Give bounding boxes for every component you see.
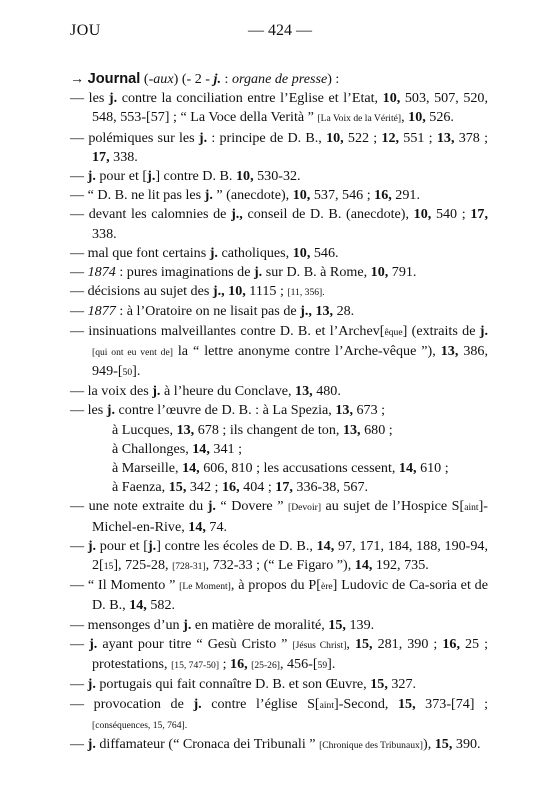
entry-text: -aux xyxy=(148,71,174,87)
entry-text: — xyxy=(70,735,88,752)
entry-text: , xyxy=(401,109,409,126)
entry-text: la “ lettre anonyme contre l’Arche-vêque ”), xyxy=(172,342,441,359)
entry-text: ] Ludovic de Ca-soria et de D. B., xyxy=(92,577,488,614)
entry-text: — mensonges d’un xyxy=(70,616,184,633)
entry-text: ) : xyxy=(327,71,340,87)
entry-text: — xyxy=(70,635,90,652)
index-entry xyxy=(70,616,488,635)
entry-text: pour et [ xyxy=(95,168,148,185)
entry-text: 10, xyxy=(235,168,254,185)
index-subentry xyxy=(70,478,488,497)
index-entry xyxy=(70,205,488,243)
page-header xyxy=(70,22,490,44)
entry-text: 10, xyxy=(413,206,432,223)
entry-text: catholiques, xyxy=(217,244,293,261)
entry-text: 16, xyxy=(442,635,460,652)
entry-text: — xyxy=(70,168,88,185)
entry-text: 97, 171, 184, 188, 190-94, 2[ xyxy=(92,537,488,574)
index-entry xyxy=(70,695,488,735)
index-entry xyxy=(70,129,488,167)
entry-text: aint xyxy=(464,502,479,514)
entry-text: 327. xyxy=(387,676,417,693)
entry-text: pour et [ xyxy=(96,537,148,554)
entry-text: — xyxy=(70,303,88,320)
entry-text: 16, xyxy=(230,656,248,673)
entry-text: 17, xyxy=(92,148,110,165)
entry-text: 10, xyxy=(408,109,426,126)
entry-text: , 732-33 ; (“ Le Figaro ”), xyxy=(205,557,355,574)
index-entry xyxy=(70,167,488,186)
entry-text: 17, xyxy=(470,206,488,223)
index-entry xyxy=(70,576,488,615)
entry-text: ; xyxy=(219,656,231,673)
entry-text: : pures imaginations de xyxy=(115,264,254,281)
entry-text: 338. xyxy=(109,148,138,165)
entry-text: j. xyxy=(87,168,96,185)
entry-text: 74. xyxy=(205,518,228,535)
entry-text: — les xyxy=(70,90,109,107)
entry-text: ayant pour titre “ Gesù Cristo ” xyxy=(97,635,293,652)
entry-text: j. xyxy=(209,244,218,261)
entry-text: 1874 xyxy=(87,264,116,281)
index-entry xyxy=(70,735,488,755)
entry-text: 291. xyxy=(391,187,420,204)
index-entry xyxy=(70,263,488,282)
entry-text: 192, 735. xyxy=(372,557,429,574)
entry-text: Journal xyxy=(87,71,141,87)
entry-text: j. xyxy=(207,498,216,515)
entry-text: 12, xyxy=(381,129,400,146)
index-entry xyxy=(70,244,488,263)
entry-text: 10, xyxy=(326,129,344,146)
entry-text: — décisions au sujet des xyxy=(70,283,213,300)
entry-text: aint xyxy=(319,699,334,711)
entry-text: 13, xyxy=(436,129,455,146)
entry-text: j. xyxy=(106,402,116,419)
entry-text: — provocation de xyxy=(70,695,194,712)
entry-text: 13, xyxy=(440,342,459,359)
index-entry xyxy=(70,635,488,675)
entry-text: 15, xyxy=(397,695,416,712)
index-entry xyxy=(70,537,488,576)
entry-text: ) (- 2 - xyxy=(173,71,214,87)
entry-text: ), xyxy=(423,735,435,752)
entry-text: 15, xyxy=(354,635,373,652)
entry-text: j., xyxy=(231,206,243,223)
index-entry xyxy=(70,70,488,89)
entry-text: 10, xyxy=(292,244,311,261)
entry-text: ] contre D. B. xyxy=(155,168,236,185)
entry-text: j. xyxy=(253,264,263,281)
index-body xyxy=(70,70,488,755)
entry-text: 15 xyxy=(103,561,114,573)
entry-text: [qui ont eu vent de] xyxy=(92,346,173,358)
entry-text: 480. xyxy=(312,383,341,400)
entry-text: 14, xyxy=(188,518,206,535)
entry-text: 791. xyxy=(388,264,417,281)
entry-text: 551 ; xyxy=(399,129,437,146)
entry-text: [11, 356]. xyxy=(287,287,325,299)
entry-text: conseil de D. B. (anecdote), xyxy=(242,206,414,223)
entry-text: 503, 507, 520, 548, 553-[57] ; “ La Voce della Verità ” xyxy=(92,90,489,126)
entry-text: — “ D. B. ne lit pas les xyxy=(70,187,205,204)
index-entry xyxy=(70,186,488,205)
entry-text: 13, xyxy=(295,383,313,400)
entry-text: en matière de moralité, xyxy=(191,616,329,633)
entry-text: — insinuations malveillantes contre D. B. et l’Archev[ xyxy=(70,322,385,339)
entry-text: contre l’œuvre de D. B. : à La Spezia, xyxy=(115,402,336,419)
subentries-block xyxy=(70,421,488,498)
entry-text: — polémiques sur les xyxy=(70,129,199,146)
entry-text: portugais qui fait connaître D. B. et son Œuvre, xyxy=(95,676,371,693)
entry-text: j. xyxy=(147,168,156,185)
entry-text: 16, xyxy=(374,187,392,204)
entry-text: 15, xyxy=(370,676,388,693)
entry-text: 13, xyxy=(315,303,334,320)
index-entry xyxy=(70,497,488,536)
entry-text: 673 ; xyxy=(352,402,386,419)
entry-text: 10, xyxy=(292,187,311,204)
entry-text: [25-26] xyxy=(251,660,280,672)
entries-block-2 xyxy=(70,497,488,755)
entry-text: — une note extraite du xyxy=(70,498,208,515)
index-entry xyxy=(70,382,488,401)
entry-text: à Faenza, xyxy=(112,479,169,496)
entry-text: sur D. B. à Rome, xyxy=(262,264,371,281)
entry-text: 537, 546 ; xyxy=(310,187,375,204)
entry-text: 678 ; ils changent de ton, xyxy=(194,421,343,438)
entry-text: [La Voix de la Vérité] xyxy=(317,113,402,125)
entry-text: , 456-[ xyxy=(279,656,318,673)
entry-text: [728-31] xyxy=(172,561,206,573)
entry-text: 14, xyxy=(182,460,200,477)
entry-text: 14, xyxy=(398,460,417,477)
entry-text: 14, xyxy=(354,557,373,574)
entry-text: j. xyxy=(204,187,213,204)
entry-text: j. xyxy=(87,676,96,693)
entry-text: êque xyxy=(384,326,403,338)
entry-text: 606, 810 ; les accusations cessent, xyxy=(199,460,399,477)
index-entry xyxy=(70,401,488,420)
entry-text: , à propos du P[ xyxy=(230,577,321,594)
entry-text: 25 ; protestations, xyxy=(92,635,489,673)
entry-text: j. xyxy=(147,537,157,554)
entry-text: [15, 747-50] xyxy=(171,660,220,672)
entry-text: 10, xyxy=(382,90,401,107)
entry-text: ]. xyxy=(327,656,336,673)
entry-text: contre la conciliation entre l’Eglise et l’Etat, xyxy=(117,90,383,107)
entry-text: 540 ; xyxy=(431,206,471,223)
entry-text: 341 ; xyxy=(209,440,242,457)
page-number: — 424 — xyxy=(248,22,312,39)
entry-text: diffamateur (“ Cronaca dei Tribunali ” xyxy=(95,735,320,752)
entry-text: ( xyxy=(140,71,149,87)
entry-text: j. xyxy=(108,90,118,107)
entry-text: 522 ; xyxy=(343,129,382,146)
entry-text: 530-32. xyxy=(253,168,301,185)
entry-text: , xyxy=(346,635,355,652)
entry-text: 59 xyxy=(317,660,328,672)
entry-text: — mal que font certains xyxy=(70,244,210,261)
entry-text: 546. xyxy=(310,244,339,261)
entry-text: 13, xyxy=(176,421,195,438)
entry-text: [Chronique des Tribunaux] xyxy=(319,739,423,751)
entry-text: ]-Second, xyxy=(334,695,398,712)
entry-text: j. xyxy=(193,695,202,712)
entry-text: — xyxy=(70,264,88,281)
entry-text: ], 725-28, xyxy=(113,557,173,574)
entry-text: 378 ; xyxy=(454,129,488,146)
entry-text: j. xyxy=(213,71,221,87)
entry-text: 10, xyxy=(370,264,389,281)
entry-text: organe de presse xyxy=(231,71,328,87)
entry-text: 15, xyxy=(434,735,453,752)
entry-text: j. xyxy=(183,616,192,633)
entry-text: 373-[74] ; xyxy=(415,695,488,712)
entry-text: 16, xyxy=(222,479,240,496)
entry-text: à l’heure du Conclave, xyxy=(160,383,296,400)
entry-text: 404 ; xyxy=(239,479,276,496)
entry-text: 1877 xyxy=(87,303,116,320)
entry-text: 610 ; xyxy=(416,460,449,477)
index-entry xyxy=(70,675,488,694)
entry-text: j. xyxy=(479,322,488,339)
entry-text: 526. xyxy=(425,109,454,126)
index-entry xyxy=(70,282,488,302)
running-head: JOU xyxy=(70,22,101,39)
entry-text: 13, xyxy=(342,421,361,438)
entry-text: 15, xyxy=(328,616,346,633)
entry-text: 386, 949-[ xyxy=(92,342,489,380)
entry-text: 10, xyxy=(228,283,246,300)
entry-text: j. xyxy=(87,537,97,554)
entry-text: j., xyxy=(300,303,312,320)
entry-text: ère xyxy=(320,581,333,593)
index-subentry xyxy=(70,421,488,440)
entry-text: [conséquences, 15, 764]. xyxy=(92,719,188,731)
entry-text: 336-38, 567. xyxy=(292,479,369,496)
entry-text: 680 ; xyxy=(360,421,393,438)
entry-text: 338. xyxy=(92,225,117,242)
entry-text: ” (anecdote), xyxy=(212,187,293,204)
index-entry xyxy=(70,89,488,128)
entry-text: 14, xyxy=(129,597,147,614)
entry-text: 14, xyxy=(316,537,335,554)
entry-text: 342 ; xyxy=(186,479,222,496)
entry-text: 13, xyxy=(335,402,353,419)
entry-text: ]. xyxy=(132,363,141,380)
index-subentry xyxy=(70,459,488,478)
entry-text: j. xyxy=(87,735,96,752)
entry-text: contre l’église S[ xyxy=(201,695,320,712)
entry-text: 582. xyxy=(146,597,176,614)
entry-text: à Lucques, xyxy=(112,421,177,438)
entry-text: : xyxy=(220,71,232,87)
entry-text: 15, xyxy=(168,479,187,496)
entry-text: 14, xyxy=(192,440,210,457)
index-entry xyxy=(70,322,488,383)
entry-text: à Challonges, xyxy=(112,440,193,457)
entry-text: [Jésus Christ] xyxy=(292,639,347,651)
entry-text: — devant les calomnies de xyxy=(70,206,232,223)
entry-text: 281, 390 ; xyxy=(372,635,443,652)
entry-text: [Le Moment] xyxy=(179,581,231,593)
entry-text: 50 xyxy=(122,367,133,379)
entry-text: 139. xyxy=(345,616,375,633)
entry-text: — les xyxy=(70,402,107,419)
entry-text: — “ Il Momento ” xyxy=(70,577,180,594)
entry-text: 17, xyxy=(275,479,293,496)
entry-text: j. xyxy=(89,635,98,652)
entry-text: j., xyxy=(212,283,225,300)
entry-text: — xyxy=(70,676,88,693)
entry-text: j. xyxy=(198,129,208,146)
entry-text: [Devoir] xyxy=(288,502,322,514)
entry-text: j. xyxy=(152,383,161,400)
entry-text: “ Dovere ” xyxy=(215,498,288,515)
entry-text: : principe de D. B., xyxy=(207,129,327,146)
entry-text: → xyxy=(70,71,88,87)
entry-text: — xyxy=(70,537,88,554)
entry-text: ]-Michel-en-Rive, xyxy=(92,498,488,535)
entry-text: ] (extraits de xyxy=(402,322,480,339)
entry-text: — la voix des xyxy=(70,383,153,400)
index-subentry xyxy=(70,440,488,459)
entry-text: : à l’Oratoire on ne lisait pas de xyxy=(115,303,301,320)
entry-text: 1115 ; xyxy=(245,283,288,300)
entries-block-1 xyxy=(70,70,488,421)
entry-text: à Marseille, xyxy=(112,460,183,477)
entry-text: 28. xyxy=(333,303,355,320)
entry-text: ] contre les écoles de D. B., xyxy=(156,537,317,554)
index-entry xyxy=(70,302,488,321)
entry-text: 390. xyxy=(452,735,481,752)
entry-text: au sujet de l’Hospice S[ xyxy=(321,498,465,515)
